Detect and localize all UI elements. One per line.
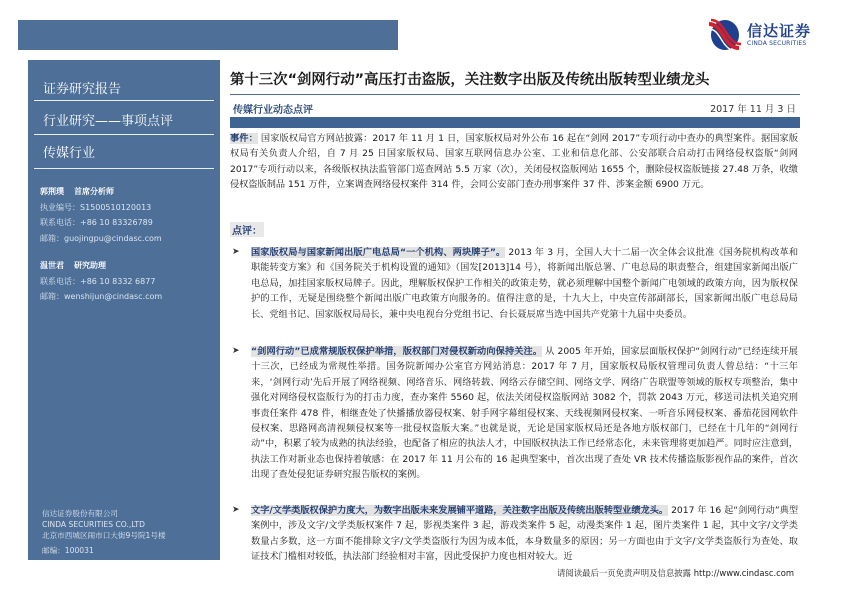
analyst-email[interactable]: 邮箱：guojingpu@cindasc.com	[40, 233, 162, 243]
logo-en-text: CINDA SECURITIES	[747, 39, 807, 47]
bullet-text: 从 2005 年开始，国家层面版权保护“剑网行动”已经连续开展十三次，已经成为常规性举措。国务院新闻办公室官方网站消息：2017 年 7 月，国家版权局版权管理司负责人曾总结：“十三年来，‘剑网行动’先后开展了网络视频、网络音乐、网络转载、网络云存储空间、网络文学、网络广告联盟等领域的版权专项整治，集中强化对网络侵权盗版行为的打击力度，查办案件 5560 起，依法关闭侵权盗版网站 3082 个，罚款 2043 万元，移送司法机关追究刑事责任案件 478 件，相继查处了快播播放器侵权案、射手网字幕组侵权案、天线视频网侵权案、一听音乐网侵权案、番茄花园网软件侵权案、思路网高清视频侵权案等一批侵权盗版大案。”也就是说，无论是国家版权局还是各地方版权部门，已经在十几年的“剑网行动”中，积累了较为成熟的执法经验，也配备了相应的执法人才，中国版权执法工作已经常态化，未来管理将更加趋严。同时应注意到，执法工作对新业态也保持着敏感：在 2017 年 11 月公布的 16 起典型案中，首次出现了查处 VR 技术传播盗版影视作品的案件，首次出现了查处侵犯证券研究报告版权的案例。	[251, 346, 798, 481]
analyst-contact-1	[40, 184, 162, 246]
arrow-bullet-icon: ➤	[232, 346, 240, 356]
analyst-name: 郭荆璞	[40, 187, 64, 196]
bullet-text: 2013 年 3 月，全国人大十二届一次全体会议批准《国务院机构改革和职能转变方案》和《国务院关于机构设置的通知》（国发[2013]14 号），将新闻出版总署、广电总局的职责整合，组建国家新闻出版广电总局，加挂国家版权局牌子。因此，理解版权保护工作相关的政策走势，就必须理解中国整个新闻广电领域的政策方向，因为版权保护的工作，无疑是围绕整个新闻出版广电政策方向服务的。值得注意的是，十九大上，中央宣传部副部长，国家新闻出版广电总局局长、党组书记、国家版权局局长，兼中央电视台分党组书记、台长聂辰席当选中国共产党第十九届中央委员。	[251, 247, 799, 320]
section-bar	[230, 117, 800, 128]
analyst-role: 首席分析师	[74, 187, 114, 196]
report-subhead: 传媒行业动态点评	[233, 105, 313, 116]
sidebar	[28, 60, 220, 560]
cinda-logo-icon	[707, 18, 741, 52]
sidebar-divider	[34, 168, 214, 169]
title-divider	[230, 94, 800, 95]
bullet-heading: 文字/文学类版权保护力度大，为数字出版未来发展铺平道路，关注数字出版及传统出版转型业绩龙头。	[251, 505, 669, 516]
company-postcode: 邮编：100031	[42, 546, 94, 555]
report-date: 2017 年 11 月 3 日	[710, 104, 796, 115]
event-label: 事件：	[230, 133, 258, 144]
bullet-heading: “剑网行动”已成常规版权保护举措，版权部门对侵权新动向保持关注。	[251, 346, 543, 357]
analyst-contact-2	[40, 258, 162, 305]
header-band	[18, 20, 398, 50]
sidebar-divider	[34, 134, 214, 135]
analyst-name: 温世君	[40, 261, 64, 270]
sidebar-item-report-type: 证券研究报告	[43, 82, 122, 97]
comment-label: 点评：	[230, 222, 264, 237]
analyst-phone: 联系电话：+86 10 8332 6877	[40, 276, 156, 286]
event-paragraph	[230, 131, 798, 193]
analyst-role: 研究助理	[74, 261, 106, 270]
arrow-bullet-icon: ➤	[232, 247, 240, 257]
arrow-bullet-icon: ➤	[232, 505, 240, 515]
page-title: 第十三次“剑网行动”高压打击盗版，关注数字出版及传统出版转型业绩龙头	[230, 72, 710, 88]
analyst-email[interactable]: 邮箱：wenshijun@cindasc.com	[40, 292, 163, 302]
sidebar-item-research-type: 行业研究——事项点评	[43, 114, 174, 129]
sidebar-item-industry: 传媒行业	[43, 146, 96, 161]
bullet-item	[230, 245, 798, 322]
company-info	[42, 508, 166, 556]
bullet-item	[230, 344, 798, 483]
bullet-item	[230, 503, 798, 565]
event-text: 国家版权局官方网站披露：2017 年 11 月 1 日，国家版权局对外公布 16 起在“剑网 2017”专项行动中查办的典型案件。据国家版权局有关负责人介绍，自 7 月 25 日国家版权局、国家互联网信息办公室、工业和信息化部、公安部联合启动打击网络侵权盗版“剑网 2017”专项行动以来，各级版权执法监管部门巡查网站 5.5 万家（次），关闭侵权盗版网站 1655 个，删除侵权盗版链接 27.48 万条，收缴侵权盗版制品 151 万件，立案调查网络侵权案件 314 件，会同公安部门查办刑事案件 37 件、涉案金额 6900 万元。	[230, 133, 799, 191]
bullet-text: 2017 年 16 起“剑网行动”典型案例中，涉及文字/文学类版权案件 7 起，影视类案件 3 起，游戏类案件 5 起，动漫类案件 1 起，图片类案件 1 起，其中文字/文学类数量占多数，这一方面不能排除文字/文学类盗版行为因为成本低，本身数量多的原因；另一方面也由于文字/文学类盗版行为查处、取证技术门槛相对较低，执法部门经验相对丰富，因此受保护力度也相对较大。近	[251, 505, 799, 563]
company-name-cn: 信达证券股份有限公司	[42, 509, 118, 518]
bullet-heading: 国家版权局与国家新闻出版广电总局“一个机构、两块牌子”。	[251, 247, 506, 258]
footer-disclaimer[interactable]: 请阅读最后一页免责声明及信息披露 http://www.cindasc.com	[557, 568, 794, 578]
company-address: 北京市西城区闹市口大街9号院1号楼	[42, 531, 166, 540]
sidebar-divider	[34, 100, 214, 101]
logo-cn-text: 信达证券	[747, 21, 812, 40]
company-logo	[707, 15, 827, 55]
company-name-en: CINDA SECURITIES CO.,LTD	[42, 520, 145, 529]
analyst-phone: 联系电话：+86 10 83326789	[40, 218, 153, 228]
analyst-license: 执业编号：S1500510120013	[40, 202, 152, 212]
